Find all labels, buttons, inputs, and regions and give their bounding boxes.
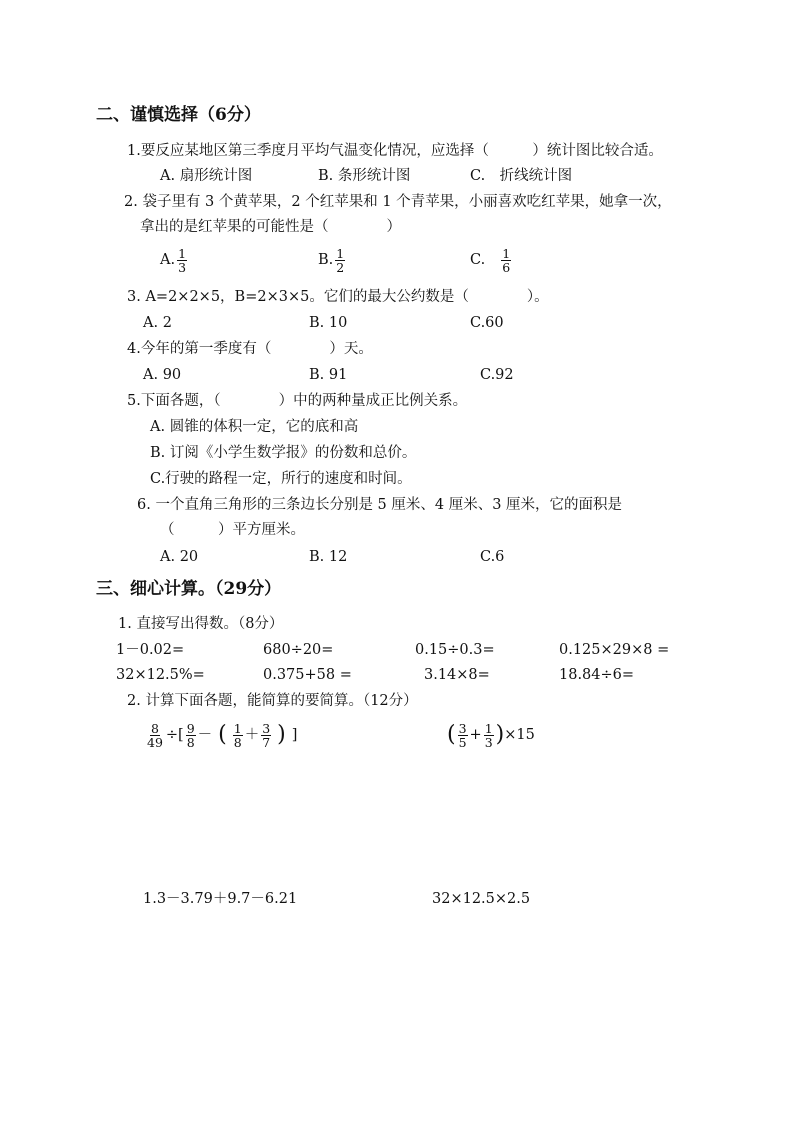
q5-stem: 5.下面各题，（ ）中的两种量成正比例关系。 <box>127 393 468 409</box>
q1-stem: 1.要反应某地区第三季度月平均气温变化情况，应选择（ ）统计图比较合适。 <box>127 143 663 159</box>
q2-option-a-fraction <box>177 247 187 274</box>
q3-option-c: C.60 <box>470 315 504 331</box>
q2-option-c-fraction <box>501 247 511 274</box>
operator: + <box>469 727 482 743</box>
p1-r2-c1: 32×12.5%= <box>116 667 205 683</box>
section3-title: 三、细心计算。（29分） <box>96 579 282 599</box>
q2-option-a <box>160 242 189 278</box>
fraction-numerator: 1 <box>178 245 187 261</box>
p2-expression-2 <box>447 716 535 754</box>
p1-r2-c4: 18.84÷6= <box>559 667 635 683</box>
q2-option-b-label: B. <box>318 252 334 268</box>
p1-r1-c1: 1－0.02= <box>116 642 185 658</box>
q2-option-c <box>470 242 513 278</box>
paren-right: ) <box>495 722 505 747</box>
operator: ×15 <box>504 727 535 743</box>
fraction-numerator: 1 <box>233 720 242 736</box>
fraction-numerator: 3 <box>458 720 467 736</box>
fraction <box>146 722 164 749</box>
fraction-numerator: 9 <box>186 720 195 736</box>
fraction <box>233 722 243 749</box>
q2-option-c-label: C. <box>470 252 486 268</box>
p2-expression-4: 32×12.5×2.5 <box>432 891 531 907</box>
q1-option-c: C. 折线统计图 <box>470 168 573 184</box>
paren-right: ) <box>277 722 286 747</box>
q5-option-b: B. 订阅《小学生数学报》的份数和总价。 <box>150 445 417 461</box>
fraction-denominator: 3 <box>484 734 493 750</box>
fraction-numerator: 3 <box>262 720 271 736</box>
p1-r2-c2: 0.375+58 = <box>263 667 352 683</box>
q3-option-b: B. 10 <box>309 315 348 331</box>
q4-stem: 4.今年的第一季度有（ ）天。 <box>127 341 373 357</box>
fraction-denominator: 3 <box>178 259 187 275</box>
fraction-numerator: 1 <box>336 245 345 261</box>
q5-option-a: A. 圆锥的体积一定，它的底和高 <box>150 419 359 435</box>
q4-option-b: B. 91 <box>309 367 348 383</box>
q5-option-c: C.行驶的路程一定，所行的速度和时间。 <box>150 471 412 487</box>
fraction-denominator: 49 <box>147 734 163 750</box>
fraction-numerator: 1 <box>484 720 493 736</box>
p2-expression-3: 1.3－3.79＋9.7－6.21 <box>143 891 298 907</box>
operator: ＋ <box>244 727 260 743</box>
q4-option-c: C.92 <box>480 367 514 383</box>
p2-expression-1 <box>144 716 297 754</box>
q2-option-b-fraction <box>335 247 345 274</box>
q2-stem-line2: 拿出的是红苹果的可能性是（ ） <box>140 219 401 235</box>
q2-option-a-label: A. <box>160 252 176 268</box>
q6-stem-line1: 6. 一个直角三角形的三条边长分别是 5 厘米、4 厘米、3 厘米，它的面积是 <box>137 497 623 513</box>
p1-title: 1. 直接写出得数。（8分） <box>118 616 284 632</box>
fraction-denominator: 8 <box>186 734 195 750</box>
p1-r1-c2: 680÷20= <box>263 642 334 658</box>
operator: － <box>197 727 213 743</box>
fraction <box>261 722 271 749</box>
q3-option-a: A. 2 <box>143 315 172 331</box>
q2-option-b <box>318 242 347 278</box>
q3-stem: 3. A=2×2×5，B=2×3×5。它们的最大公约数是（ ）。 <box>127 289 549 305</box>
fraction-denominator: 7 <box>262 734 271 750</box>
operator: ÷[ <box>165 727 184 743</box>
p1-r2-c3: 3.14×8= <box>424 667 490 683</box>
q1-option-a: A. 扇形统计图 <box>160 168 253 184</box>
fraction-numerator: 8 <box>150 720 159 736</box>
q6-stem-line2: （ ）平方厘米。 <box>160 522 305 538</box>
fraction-denominator: 5 <box>458 734 467 750</box>
q2-stem-line1: 2. 袋子里有 3 个黄苹果，2 个红苹果和 1 个青苹果，小丽喜欢吃红苹果，她拿一次， <box>124 194 672 210</box>
p2-title: 2. 计算下面各题，能简算的要简算。（12分） <box>127 693 418 709</box>
q6-option-b: B. 12 <box>309 549 348 565</box>
fraction <box>186 722 196 749</box>
fraction <box>458 722 468 749</box>
q6-option-c: C.6 <box>480 549 505 565</box>
fraction-denominator: 6 <box>502 259 511 275</box>
fraction-numerator: 1 <box>502 245 511 261</box>
fraction <box>484 722 494 749</box>
q6-option-a: A. 20 <box>160 549 199 565</box>
q4-option-a: A. 90 <box>143 367 182 383</box>
q1-option-b: B. 条形统计图 <box>318 168 411 184</box>
paren-left: ( <box>447 722 456 747</box>
bracket-right: ] <box>291 727 298 743</box>
p1-r1-c4: 0.125×29×8 = <box>559 642 670 658</box>
fraction-denominator: 8 <box>233 734 242 750</box>
paren-left: ( <box>218 722 227 747</box>
section2-title: 二、谨慎选择（6分） <box>96 105 261 125</box>
fraction-denominator: 2 <box>336 259 345 275</box>
p1-r1-c3: 0.15÷0.3= <box>415 642 495 658</box>
